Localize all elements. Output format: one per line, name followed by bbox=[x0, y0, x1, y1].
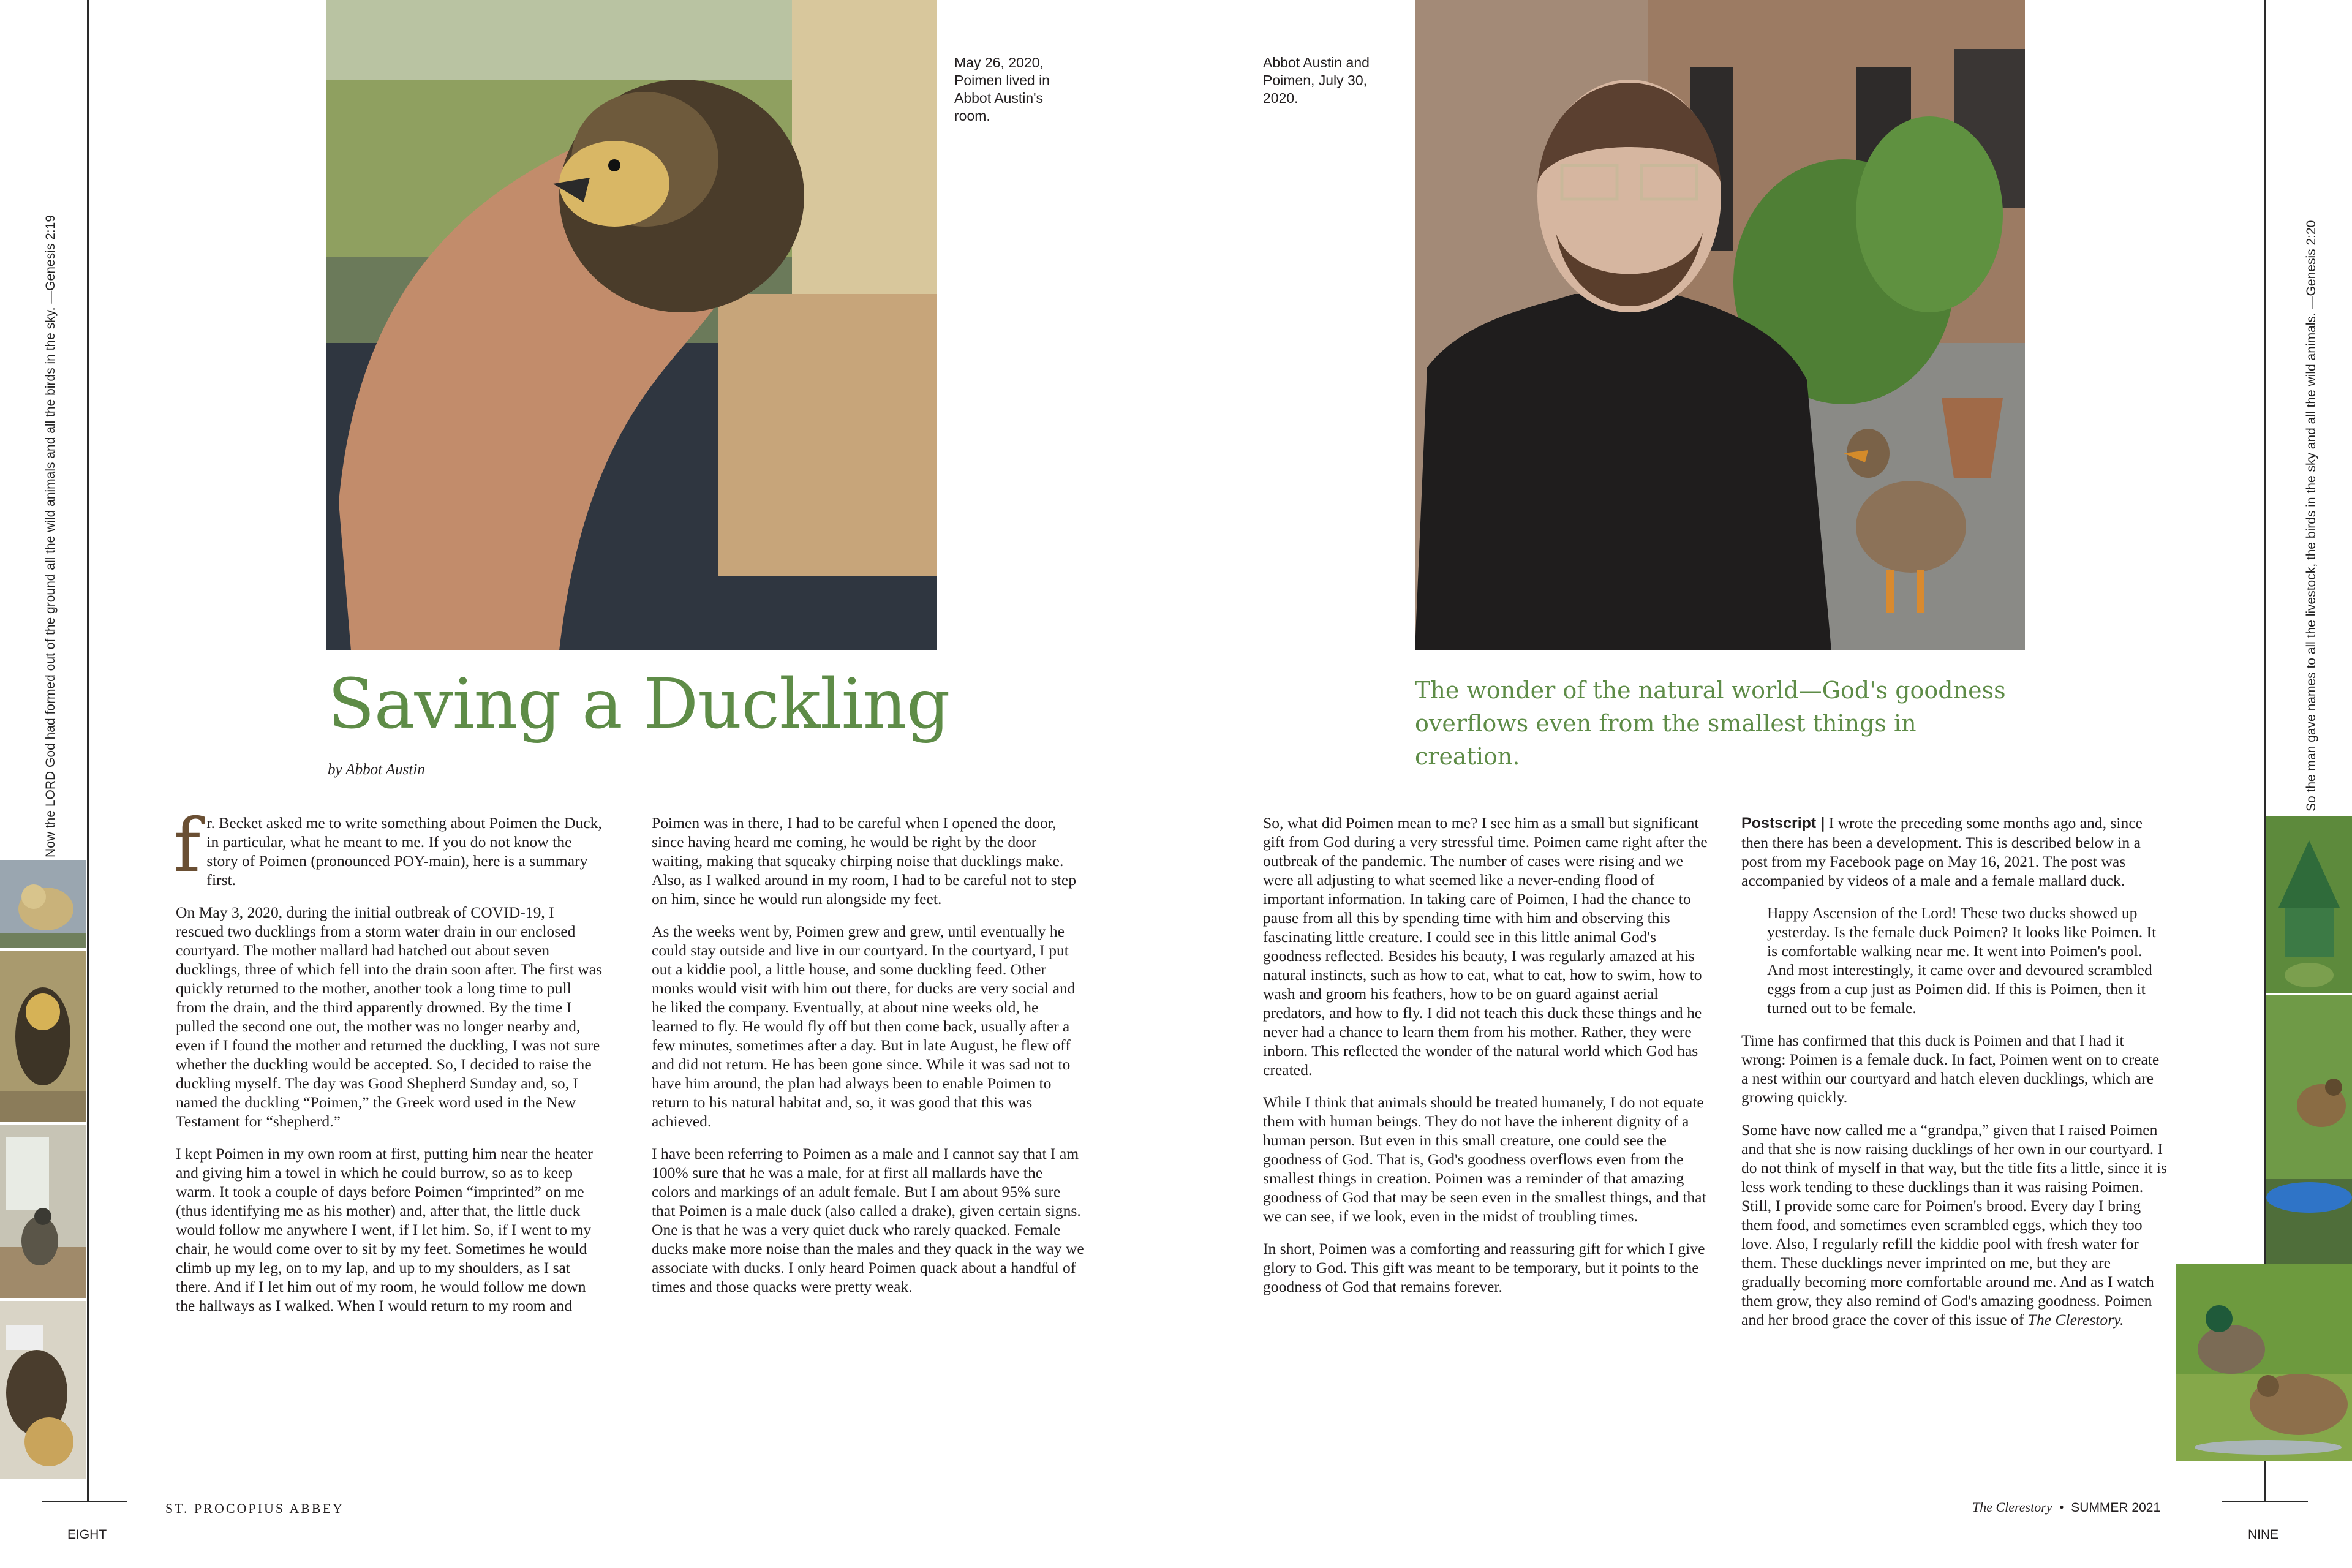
article-title: Saving a Duckling bbox=[328, 665, 950, 744]
article-column-3 bbox=[1263, 813, 1709, 1310]
thumbnail-duckling-1 bbox=[0, 860, 86, 948]
thumbnail-duckling-2 bbox=[0, 951, 86, 1122]
paragraph: As the weeks went by, Poimen grew and grew, until eventually he could stay outside and live in our courtyard. In the courtyard, I put out a kiddie pool, a little house, and some duckling feed. Other monks would visit with him out there, for ducks are very social and he liked the company. Eventually, at about nine weeks old, he learned to fly. He would fly off but then come back, usually after a few minutes, sometimes after a day. But in late August, he flew off and did not return. He has been gone since. While it was sad not to have him around, the plan had always been to enable Poimen to return to his natural habitat and, so, it was good that this was achieved. bbox=[652, 922, 1076, 1130]
footer-tick-right bbox=[2264, 1476, 2266, 1501]
left-margin-rule bbox=[87, 0, 89, 1501]
footer-issue: SUMMER 2021 bbox=[2071, 1501, 2161, 1515]
paragraph: I kept Poimen in my own room at first, putting him near the heater and giving him a towel in which he could burrow, so as to keep warm. It took a couple of days before Poimen “imprinted” on me (thus identifying me as his mother) and, after that, the little duck would follow me anywhere I went, if I let him. So, if I went to my chair, he would come over to sit by my feet. Sometimes he would climb up my leg, on to my lap, and up to my shoulders, as I sat there. And if I let him out of my room, he would follow me down the hallways as I walked. When I would return to my room and bbox=[176, 1145, 593, 1314]
paragraph: So, what did Poimen mean to me? I see him as a small but significant gift from God during a very stressful time. Poimen came right after the outbreak of the pandemic. The number of cases were rising and we were all adjusting to what seemed like a never-ending flood of important information. In taking care of Poimen, I had the chance to pause from all this by spending time with him and observing this fascinating little creature. I could see in this little animal God's goodness reflected. Besides his beauty, I was regularly amazed at his natural instincts, such as how to eat, what to eat, how to swim, how to wash and groom his feathers, how to be on guard against aerial predators, and how to fly. I did not teach this duck these things and he never had a chance to learn them from his mother. Rather, they were inborn. This reflected the wonder of the natural world which God has created. bbox=[1263, 814, 1708, 1079]
paragraph: fr. Becket asked me to write something about Poimen the Duck, in particular, what he meant to me. If you do not know the story of Poimen (pronounced POY-main), here is a summary first. bbox=[173, 804, 602, 889]
article-column-1 bbox=[173, 804, 605, 1329]
paragraph: I have been referring to Poimen as a male and I cannot say that I am 100% sure that he was a male, for at first all mallards have the colors and markings of an adult female. But I am about 95% sure that Poimen is a male duck (also called a drake), given certain signs. One is that he was a very quiet duck who rarely quacked. Female ducks make more noise than the males and they quack in the way we associate with ducks. I only heard Poimen quack about a handful of times and those quacks were pretty weak. bbox=[652, 1145, 1084, 1295]
paragraph: Poimen was in there, I had to be careful when I opened the door, since having heard me coming, he would be right by the door waiting, making that squeaky chirping noise that ducklings make. Also, as I walked around in my room, I had to be careful not to step on him, since he would run alongside my feet. bbox=[652, 814, 1076, 908]
publication-title-inline: The Clerestory. bbox=[2027, 1311, 2124, 1329]
footer-rule-right bbox=[2222, 1501, 2308, 1502]
footer-tick-left bbox=[87, 1476, 88, 1501]
thumbnail-duck-pool bbox=[2266, 995, 2352, 1265]
caption-duckling-photo: May 26, 2020, Poimen lived in Abbot Austin's room. bbox=[954, 55, 1050, 124]
thumbnail-ducklings-shoes bbox=[0, 1301, 86, 1479]
footer-bullet: • bbox=[2059, 1499, 2064, 1515]
footer-org: ST. PROCOPIUS ABBEY bbox=[165, 1501, 344, 1516]
left-verse: Now the LORD God had formed out of the ground all the wild animals and all the birds in the sky. —Genesis 2:19 bbox=[43, 214, 58, 858]
photo-abbot-and-duck bbox=[1415, 0, 2025, 650]
drop-cap: f bbox=[173, 804, 201, 889]
paragraph: Time has confirmed that this duck is Poimen and that I had it wrong: Poimen is a female duck. In fact, Poimen went on to create a nest within our courtyard and hatch eleven ducklings, which are growing quickly. bbox=[1741, 1031, 2160, 1106]
article-byline: by Abbot Austin bbox=[328, 761, 425, 778]
paragraph: In short, Poimen was a comforting and reassuring gift for which I give glory to God. This gift was meant to be temporary, but it points to the goodness of God that remains forever. bbox=[1263, 1240, 1705, 1295]
footer-page-right: NINE bbox=[2248, 1528, 2279, 1542]
paragraph: While I think that animals should be treated humanely, I do not equate them with human beings. They do not have the inherent dignity of a human person. But even in this small creature, one could see the goodness of God. That is, God's goodness overflows even from the smallest things in creation. Poimen was a reminder of that amazing goodness of God that may be seen even in the smallest things, and that we can see, if we look, even in the midst of troubling times. bbox=[1263, 1093, 1706, 1225]
caption-abbot-photo: Abbot Austin and Poimen, July 30, 2020. bbox=[1263, 55, 1370, 106]
footer-publication bbox=[1972, 1499, 2160, 1515]
article-deck: The wonder of the natural world—God's goodness overflows even from the smallest things in creation. bbox=[1415, 677, 2006, 770]
paragraph: On May 3, 2020, during the initial outbreak of COVID-19, I rescued two ducklings from a storm water drain in our enclosed courtyard. The mother mallard had hatched out about seven ducklings, three of which fell into the drain soon after. The first was quickly returned to the mother, another took a long time to pull from the drain, and the third apparently drowned. By the time I pulled the second one out, the mother was no longer nearby and, even if I found the mother and returned the duckling, I was not sure whether the duckling would be accepted. So, I decided to raise the duckling myself. The day was Good Shepherd Sunday and, so, I named the duckling “Poimen,” the Greek word used in the New Testament for “shepherd.” bbox=[176, 903, 603, 1130]
article-column-4 bbox=[1741, 813, 2170, 1343]
right-verse: So the man gave names to all the livestock, the birds in the sky and all the wild animals. —Genesis 2:20 bbox=[2304, 220, 2318, 812]
thumbnail-duck-indoors bbox=[0, 1125, 86, 1298]
paragraph: Some have now called me a “grandpa,” given that I raised Poimen and that she is now raising ducklings of her own in our courtyard. I do not think of myself in that way, but the title fits a little, since it is less work tending to these ducklings than it was raising Poimen. Still, I provide some care for Poimen's brood. Every day I bring them food, and sometimes even scrambled eggs, which they too love. Also, I regularly refill the kiddie pool with fresh water for them. These ducklings never imprinted on me, but they are gradually becoming more comfortable around me. And as I watch them grow, they also remind of God's amazing goodness. Poimen and her brood grace the cover of this issue of The Clerestory. bbox=[1741, 1121, 2167, 1329]
article-column-2 bbox=[652, 813, 1084, 1310]
footer-rule-left bbox=[42, 1501, 127, 1502]
postscript-label: Postscript | bbox=[1741, 815, 1825, 832]
photo-duckling-in-hand bbox=[326, 0, 937, 650]
photo-mallard-pair bbox=[2176, 1264, 2352, 1461]
footer-pub-name: The Clerestory bbox=[1972, 1499, 2052, 1515]
facebook-quote: Happy Ascension of the Lord! These two ducks showed up yesterday. Is the female duck Poimen? It looks like Poimen. It is comfortable walking near me. It went into Poimen's pool. And most interestingly, it came over and devoured scrambled eggs from a cup just as Poimen did. If this is Poimen, then it turned out to be female. bbox=[1767, 904, 2157, 1017]
paragraph: Postscript | I wrote the preceding some months ago and, since then there has been a development. This is described below in a post from my Facebook page on May 16, 2021. The post was accompanied by videos of a male and a female mallard duck. bbox=[1741, 814, 2143, 889]
footer-page-left: EIGHT bbox=[67, 1528, 107, 1542]
thumbnail-duck-house bbox=[2266, 816, 2352, 993]
